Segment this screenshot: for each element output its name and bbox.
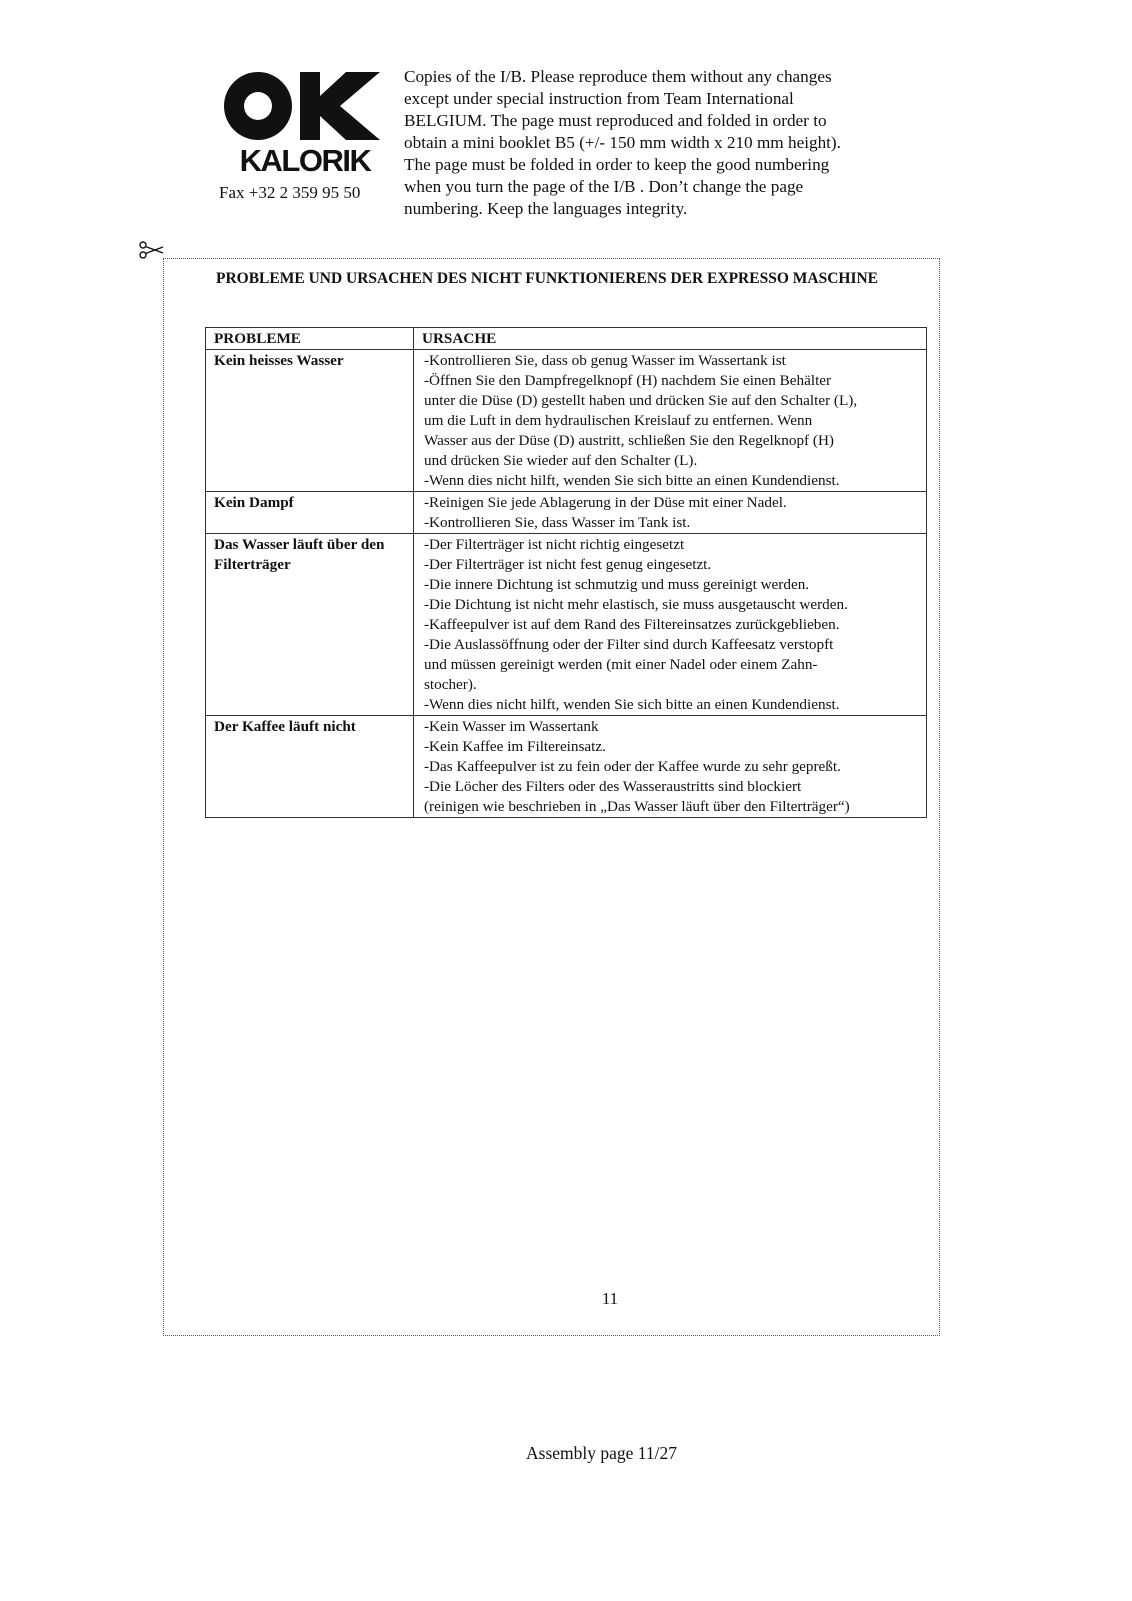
cause-cell <box>414 716 927 818</box>
instruction-line: except under special instruction from Team International <box>404 89 794 108</box>
column-header-cause: URSACHE <box>414 328 927 350</box>
cause-line: -Öffnen Sie den Dampfregelknopf (H) nachdem Sie einen Behälter <box>424 372 832 389</box>
cause-line: -Kaffeepulver ist auf dem Rand des Filtereinsatzes zurückgeblieben. <box>424 616 840 633</box>
assembly-page-label: Assembly page 11/27 <box>526 1443 677 1463</box>
cause-cell <box>414 534 927 716</box>
cause-line: unter die Düse (D) gestellt haben und drücken Sie auf den Schalter (L), <box>424 392 858 409</box>
cause-line: -Der Filterträger ist nicht richtig eingesetzt <box>424 536 685 553</box>
cause-line: -Die Auslassöffnung oder der Filter sind durch Kaffeesatz verstopft <box>424 636 834 653</box>
cause-line: -Kein Kaffee im Filtereinsatz. <box>424 738 606 755</box>
column-header-problem: PROBLEME <box>206 328 414 350</box>
cause-cell <box>414 350 927 492</box>
table-row <box>206 350 927 492</box>
cause-line: -Der Filterträger ist nicht fest genug eingesetzt. <box>424 556 712 573</box>
cause-line: -Wenn dies nicht hilft, wenden Sie sich bitte an einen Kundendienst. <box>424 472 840 489</box>
problem-cell: Das Wasser läuft über den Filterträger <box>206 534 414 716</box>
table-header-row <box>206 328 927 350</box>
copy-instructions <box>404 66 924 220</box>
logo-wordmark: KALORIK <box>239 143 371 176</box>
cause-line: -Die Löcher des Filters oder des Wasseraustritts sind blockiert <box>424 778 802 795</box>
cause-line: -Die innere Dichtung ist schmutzig und muss gereinigt werden. <box>424 576 810 593</box>
instruction-line: numbering. Keep the languages integrity. <box>404 199 688 218</box>
kalorik-logo <box>222 70 388 176</box>
instruction-line: BELGIUM. The page must reproduced and folded in order to <box>404 111 827 130</box>
instruction-line: The page must be folded in order to keep the good numbering <box>404 155 830 174</box>
logo-k-shape <box>300 72 380 140</box>
cause-line: -Die Dichtung ist nicht mehr elastisch, sie muss ausgetauscht werden. <box>424 596 848 613</box>
instruction-line: when you turn the page of the I/B . Don’t change the page <box>404 177 804 196</box>
logo-ring-shape <box>224 72 292 140</box>
page-number: 11 <box>601 1289 619 1308</box>
cause-line: -Kontrollieren Sie, dass ob genug Wasser im Wassertank ist <box>424 352 786 369</box>
scissors-icon <box>139 240 167 260</box>
problem-cell: Kein heisses Wasser <box>206 350 414 492</box>
problem-cell: Kein Dampf <box>206 492 414 534</box>
section-title: PROBLEME UND URSACHEN DES NICHT FUNKTIONIERENS DER EXPRESSO MASCHINE <box>216 270 879 287</box>
instruction-line: Copies of the I/B. Please reproduce them without any changes <box>404 67 832 86</box>
cause-line: -Reinigen Sie jede Ablagerung in der Düse mit einer Nadel. <box>424 494 787 511</box>
cause-line: Wasser aus der Düse (D) austritt, schließen Sie den Regelknopf (H) <box>424 432 834 449</box>
cause-line: und müssen gereinigt werden (mit einer Nadel oder einem Zahn- <box>424 656 818 673</box>
problem-cell: Der Kaffee läuft nicht <box>206 716 414 818</box>
table-row <box>206 492 927 534</box>
cause-line: -Kontrollieren Sie, dass Wasser im Tank ist. <box>424 514 691 531</box>
cause-line: um die Luft in dem hydraulischen Kreislauf zu entfernen. Wenn <box>424 412 813 429</box>
fax-number: Fax +32 2 359 95 50 <box>219 183 361 202</box>
troubleshooting-table <box>205 327 927 818</box>
instruction-line: obtain a mini booklet B5 (+/- 150 mm width x 210 mm height). <box>404 133 841 152</box>
table-row <box>206 534 927 716</box>
cause-line: -Kein Wasser im Wassertank <box>424 718 599 735</box>
cause-line: -Wenn dies nicht hilft, wenden Sie sich bitte an einen Kundendienst. <box>424 696 840 713</box>
cause-line: stocher). <box>424 676 477 693</box>
cause-line: -Das Kaffeepulver ist zu fein oder der Kaffee wurde zu sehr gepreßt. <box>424 758 841 775</box>
cause-cell <box>414 492 927 534</box>
cause-line: (reinigen wie beschrieben in „Das Wasser läuft über den Filterträger“) <box>424 798 850 815</box>
table-row <box>206 716 927 818</box>
cause-line: und drücken Sie wieder auf den Schalter (L). <box>424 452 698 469</box>
